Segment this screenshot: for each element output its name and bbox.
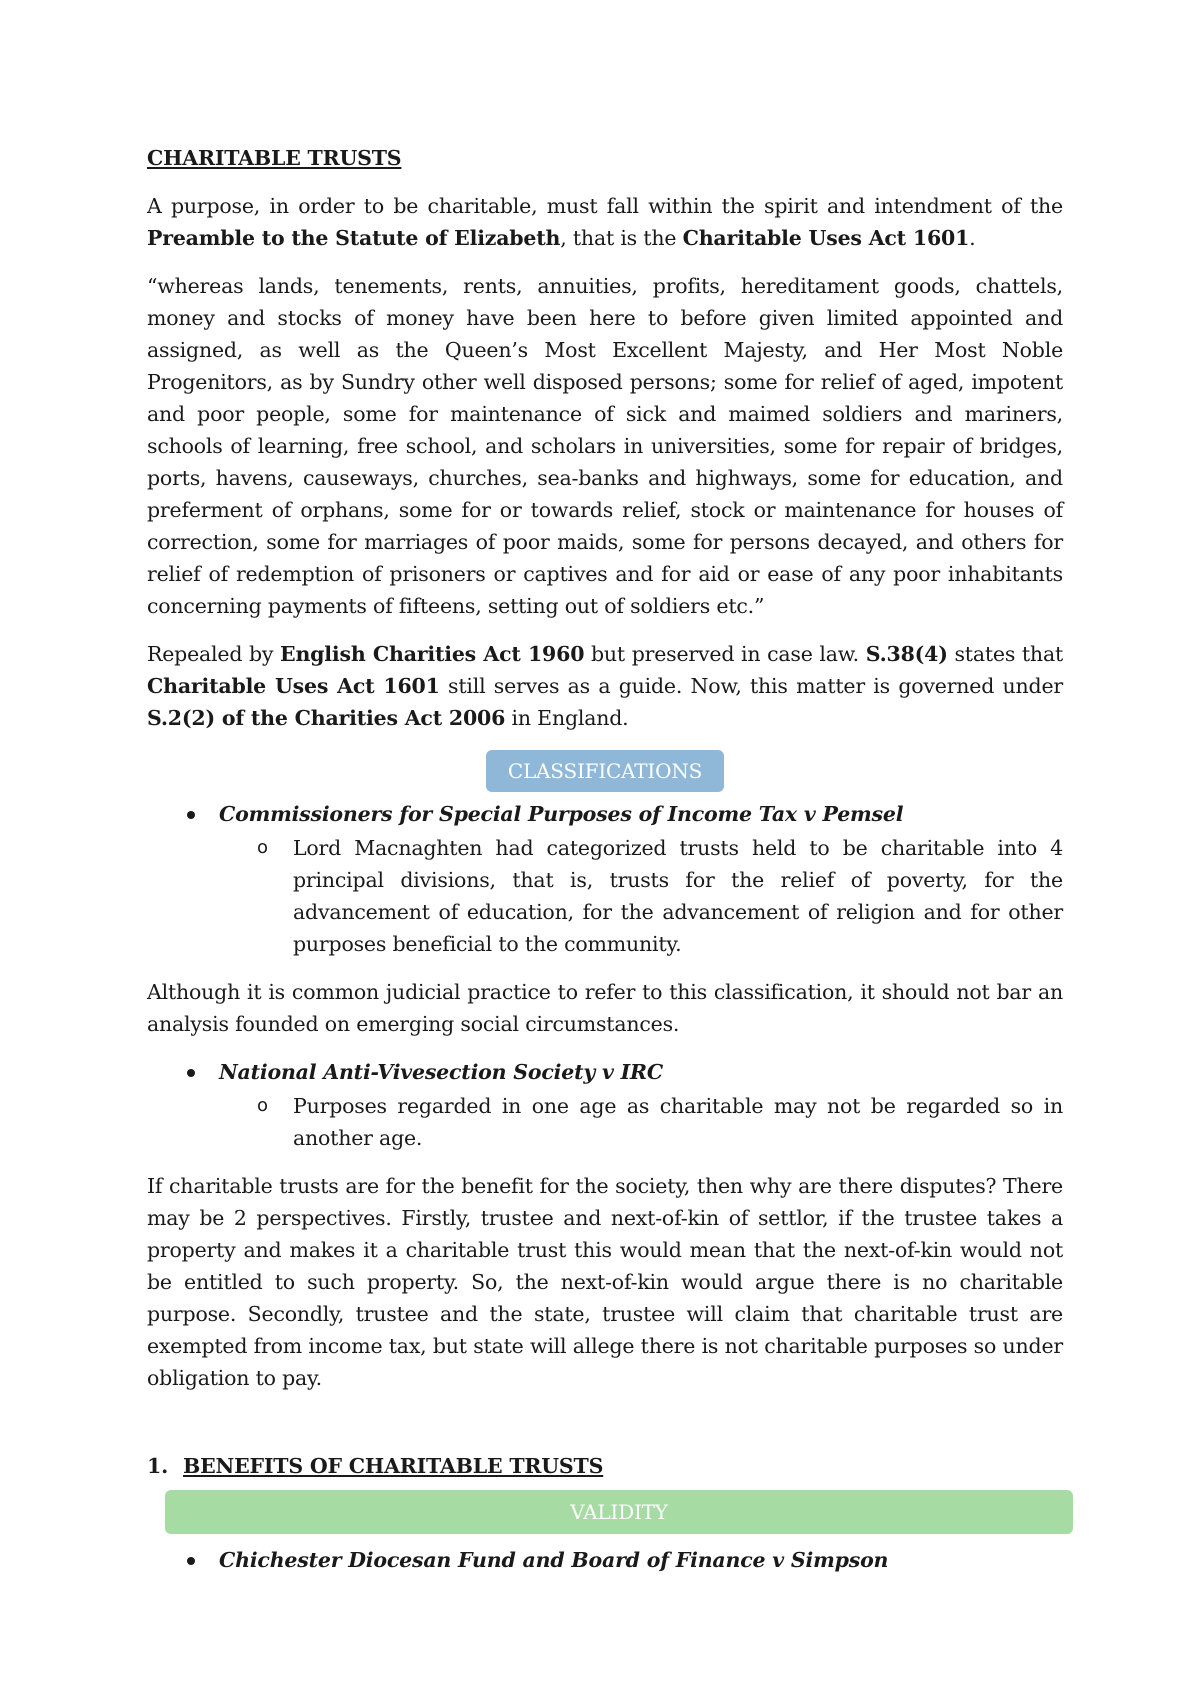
sub-bullet-icon: o — [257, 837, 268, 858]
bullet-dot-icon — [187, 1557, 195, 1565]
case-name-pemsel: Commissioners for Special Purposes of Income Tax v Pemsel — [219, 802, 904, 826]
section-heading — [147, 1450, 1063, 1482]
case-bullet — [147, 1544, 1063, 1576]
case-detail — [147, 832, 1063, 960]
repealed-bold-4: S.2(2) of the Charities Act 2006 — [147, 706, 506, 730]
case-bullet — [147, 798, 1063, 830]
repealed-paragraph — [147, 638, 1063, 734]
document-body — [147, 142, 1063, 1578]
intro-text-3: . — [969, 226, 976, 250]
section-number: 1. — [147, 1454, 169, 1478]
repealed-text-5: in England. — [505, 706, 629, 730]
repealed-text-3: states that — [947, 642, 1063, 666]
intro-text-2: , that is the — [560, 226, 683, 250]
classifications-label: CLASSIFICATIONS — [486, 750, 724, 792]
intro-text-1: A purpose, in order to be charitable, must fall within the spirit and intendment of the — [147, 194, 1063, 218]
although-paragraph: Although it is common judicial practice to refer to this classification, it should not bar an analysis founded on emerging social circumstances. — [147, 980, 1063, 1036]
intro-bold-act: Charitable Uses Act 1601 — [682, 226, 970, 250]
repealed-text-4: still serves as a guide. Now, this matter is governed under — [439, 674, 1063, 698]
bullet-dot-icon — [187, 811, 195, 819]
section-heading-text: BENEFITS OF CHARITABLE TRUSTS — [183, 1454, 604, 1478]
repealed-text-1: Repealed by — [147, 642, 281, 666]
repealed-bold-3: Charitable Uses Act 1601 — [147, 674, 440, 698]
classifications-wrap — [147, 750, 1063, 792]
page-title: CHARITABLE TRUSTS — [147, 146, 402, 170]
case-detail-pemsel: Lord Macnaghten had categorized trusts held to be charitable into 4 principal divisions, that is, trusts for the relief of poverty, for the advancement of education, for the advancement of religion and for other purposes beneficial to the community. — [293, 836, 1063, 956]
sub-bullet-icon: o — [257, 1095, 268, 1116]
preamble-quote: “whereas lands, tenements, rents, annuities, profits, hereditament goods, chattels, money and stocks of money have been here to before given limited appointed and assigned, as well as the Queen’s Most Excellent Majesty, and Her Most Noble Progenitors, as by Sundry other well disposed persons; some for relief of aged, impotent and poor people, some for maintenance of sick and maimed soldiers and mariners, schools of learning, free school, and scholars in universities, some for repair of bridges, ports, havens, causeways, churches, sea-banks and highways, some for education, and preferment of orphans, some for or towards relief, stock or maintenance for houses of correction, some for marriages of poor maids, some for persons decayed, and others for relief of redemption of prisoners or captives and for aid or ease of any poor inhabitants concerning payments of fifteens, setting out of soldiers etc.” — [147, 274, 1063, 618]
repealed-bold-1: English Charities Act 1960 — [280, 642, 585, 666]
case-detail — [147, 1090, 1063, 1154]
intro-paragraph — [147, 190, 1063, 254]
intro-bold-preamble: Preamble to the Statute of Elizabeth — [147, 226, 561, 250]
disputes-paragraph: If charitable trusts are for the benefit for the society, then why are there disputes? There may be 2 perspectives. Firstly, trustee and next-of-kin of settlor, if the trustee takes a property and makes it a charitable trust this would mean that the next-of-kin would not be entitled to such property. So, the next-of-kin would argue there is no charitable purpose. Secondly, trustee and the state, trustee will claim that charitable trust are exempted from income tax, but state will allege there is not charitable purposes so under obligation to pay. — [147, 1174, 1063, 1390]
case-bullet — [147, 1056, 1063, 1088]
case-detail-anti-vivisection: Purposes regarded in one age as charitable may not be regarded so in another age. — [293, 1094, 1063, 1150]
repealed-text-2: but preserved in case law. — [584, 642, 866, 666]
repealed-bold-2: S.38(4) — [865, 642, 948, 666]
case-name-anti-vivisection: National Anti-Vivesection Society v IRC — [219, 1060, 663, 1084]
case-name-chichester: Chichester Diocesan Fund and Board of Finance v Simpson — [219, 1548, 889, 1572]
bullet-dot-icon — [187, 1069, 195, 1077]
validity-label: VALIDITY — [165, 1490, 1073, 1534]
